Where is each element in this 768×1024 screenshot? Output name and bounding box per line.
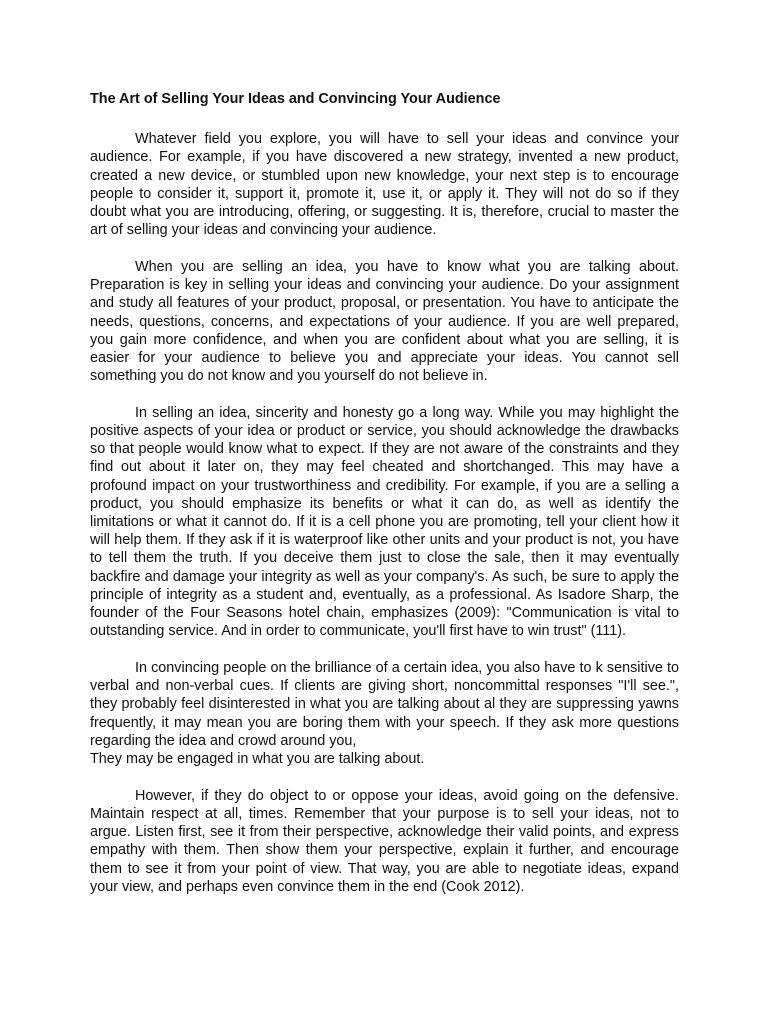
paragraph-1: Whatever field you explore, you will have to sell your ideas and convince your audience. For example, if you have discovered a new strategy, invented a new product, created a new device, or stumbled upon new knowledge, your next step is to encourage people to consider it, support it, promote it, use it, or apply it. They will not do so if they doubt what you are introducing, offering, or suggesting. It is, therefore, crucial to master the art of selling your ideas and convincing your audience. <box>90 131 679 239</box>
paragraph-3: In selling an idea, sincerity and honesty go a long way. While you may highlight the positive aspects of your idea or product or service, you should acknowledge the drawbacks so that people would know what to expect. If they are not aware of the constraints and they find out about it later on, they may feel cheated and shortchanged. This may have a profound impact on your trustworthiness and credibility. For example, if you are a selling a product, you should emphasize its benefits or what it can do, as well as identify the limitations or what it cannot do. If it is a cell phone you are promoting, tell your client how it will help them. If they ask if it is waterproof like other units and your product is not, you have to tell them the truth. If you deceive them just to close the sale, then it may eventually backfire and damage your integrity as well as your company's. As such, be sure to apply the principle of integrity as a student and, eventually, as a professional. As Isadore Sharp, the founder of the Four Seasons hotel chain, emphasizes (2009): "Communication is vital to outstanding service. And in order to communicate, you'll first have to win trust" (111). <box>90 404 679 640</box>
document-page <box>90 90 679 914</box>
document-title: The Art of Selling Your Ideas and Convincing Your Audience <box>90 91 501 107</box>
paragraph-4-continuation: They may be engaged in what you are talking about. <box>90 751 425 767</box>
paragraph-5: However, if they do object to or oppose your ideas, avoid going on the defensive. Maintain respect at all, times. Remember that your purpose is to sell your ideas, not to argue. Listen first, see it from their perspective, acknowledge their valid points, and express empathy with them. Then show them your perspective, explain it further, and encourage them to see it from your point of view. That way, you are able to negotiate ideas, expand your view, and perhaps even convince them in the end (Cook 2012). <box>90 787 679 895</box>
paragraph-4: In convincing people on the brilliance of a certain idea, you also have to k sensitive to verbal and non-verbal cues. If clients are giving short, noncommittal responses "I'll see.", they probably feel disinterested in what you are talking about al they are suppressing yawns frequently, it may mean you are boring them with your speech. If they ask more questions regarding the idea and crowd around you, <box>90 659 679 749</box>
paragraph-2: When you are selling an idea, you have to know what you are talking about. Preparation is key in selling your ideas and convincing your audience. Do your assignment and study all features of your product, proposal, or presentation. You have to anticipate the needs, questions, concerns, and expectations of your audience. If you are well prepared, you gain more confidence, and when you are confident about what you are selling, it is easier for your audience to believe you and appreciate your ideas. You cannot sell something you do not know and you yourself do not believe in. <box>90 258 679 385</box>
